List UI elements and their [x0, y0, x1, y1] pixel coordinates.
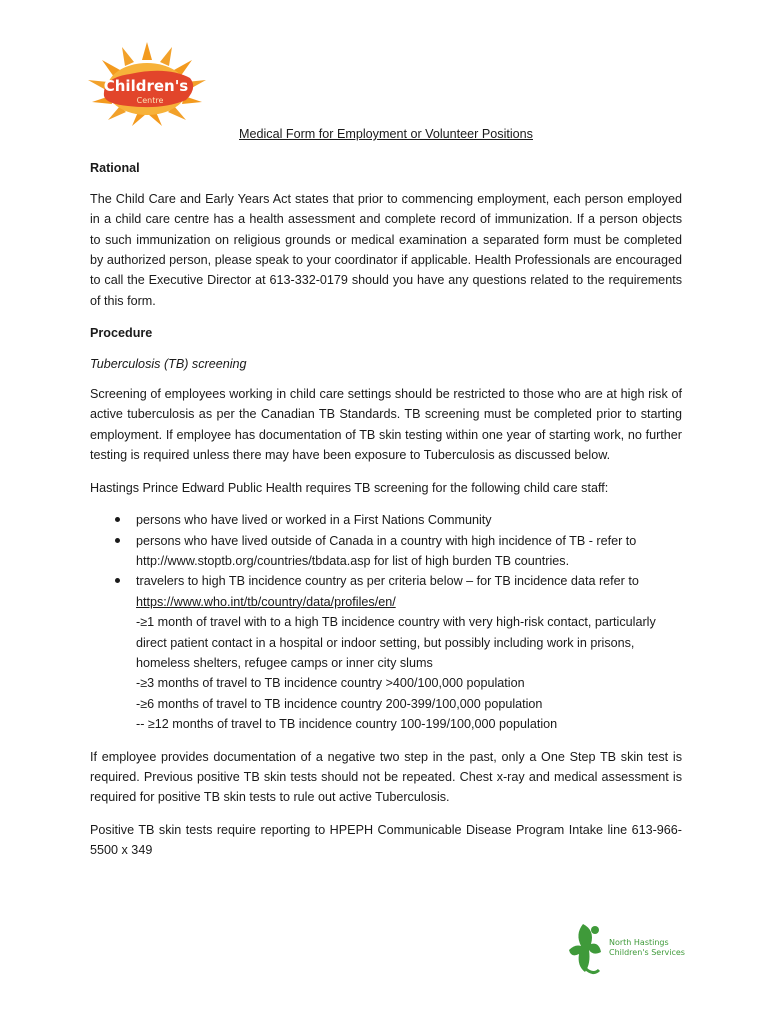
footer-logo-line2: Children's Services: [609, 948, 685, 957]
logo-subtitle: Centre: [136, 96, 164, 105]
travel-criterion: -≥3 months of travel to TB incidence country >400/100,000 population: [136, 676, 525, 691]
who-tb-profiles-link[interactable]: https://www.who.int/tb/country/data/profiles/en/: [136, 594, 396, 609]
document-body: [90, 124, 682, 873]
rational-paragraph: The Child Care and Early Years Act states that prior to commencing employment, each person employed in a child care centre has a health assessment and complete record of immunization. If a person objects to such immunization on religious grounds or medical examination a separated form must be completed by authorized person, please speak to your coordinator if applicable. Health Professionals are encouraged to call the Executive Director at 613-332-0179 should you have any questions related to the requirements of this form.: [90, 191, 682, 308]
negative-test-paragraph: If employee provides documentation of a negative two step in the past, only a One Step TB skin test is required. Previous positive TB skin tests should not be repeated. Chest x-ray and medical assessment is required for positive TB skin tests to rule out active Tuberculosis.: [90, 749, 682, 805]
travel-criterion: -≥1 month of travel with to a high TB incidence country with very high-risk contact, particularly direct patient contact in a hospital or indoor setting, but possibly including work in prisons, homeless shelters, refugee camps or inner city slums: [136, 615, 656, 670]
document-title: Medical Form for Employment or Volunteer Positions: [239, 127, 533, 141]
hpeph-requirement-paragraph: Hastings Prince Edward Public Health requires TB screening for the following child care staff:: [90, 480, 609, 495]
reporting-paragraph: Positive TB skin tests require reporting to HPEPH Communicable Disease Program Intake line 613-966-5500 x 349: [90, 822, 682, 858]
logo-wordmark: Children's: [103, 77, 189, 95]
footer-logo-line1: North Hastings: [609, 938, 669, 947]
childrens-centre-logo: [82, 38, 212, 128]
tb-screening-criteria-list: [90, 510, 682, 734]
screening-paragraph: Screening of employees working in child care settings should be restricted to those who are at high risk of active tuberculosis as per the Canadian TB Standards. TB screening must be completed prior to starting employment. If employee has documentation of TB skin testing within one year of starting work, no further testing is required unless there may have been exposure to Tuberculosis as discussed below.: [90, 387, 682, 463]
travel-criterion: -- ≥12 months of travel to TB incidence country 100-199/100,000 population: [136, 717, 558, 732]
procedure-heading: Procedure: [90, 326, 153, 341]
tb-screening-subheading: Tuberculosis (TB) screening: [90, 356, 247, 371]
rational-heading: Rational: [90, 161, 140, 176]
north-hastings-logo: [565, 920, 695, 980]
leaf-figure-icon: [569, 924, 601, 973]
list-item: [136, 571, 682, 734]
list-item: persons who have lived or worked in a First Nations Community: [136, 510, 682, 530]
travel-criteria-intro: travelers to high TB incidence country as per criteria below – for TB incidence data refer to: [136, 574, 639, 589]
list-item: persons who have lived outside of Canada in a country with high incidence of TB - refer to http://www.stoptb.org/countries/tbdata.asp for list of high burden TB countries.: [136, 531, 682, 572]
travel-criterion: -≥6 months of travel to TB incidence country 200-399/100,000 population: [136, 696, 543, 711]
